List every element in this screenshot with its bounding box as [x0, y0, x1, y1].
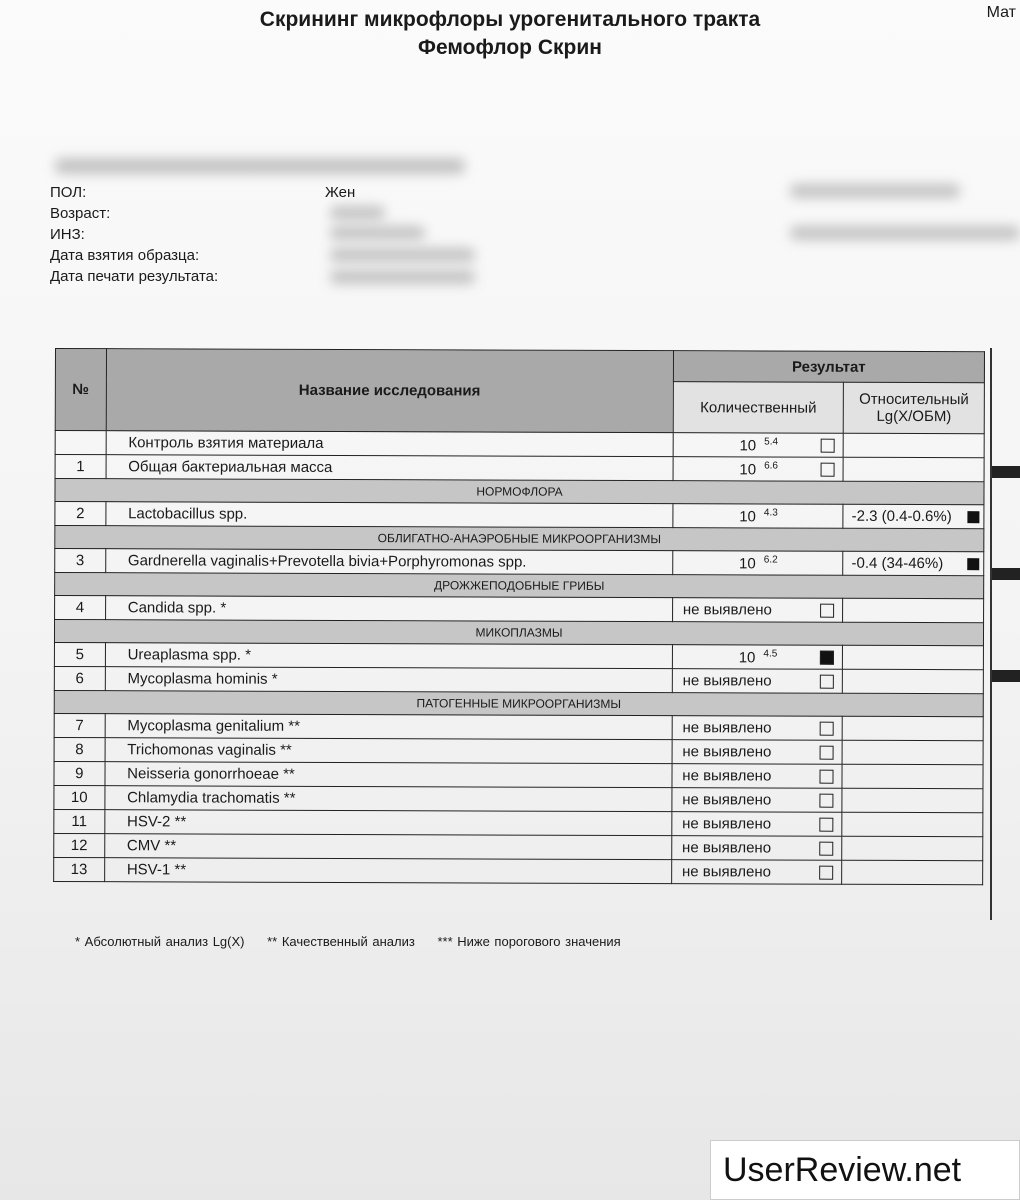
- table-row: [54, 713, 983, 740]
- section-row: [55, 526, 984, 552]
- patient-row: [50, 245, 355, 266]
- result-text: не выявлено: [682, 791, 772, 809]
- footnote-item: *** Ниже порогового значения: [437, 934, 621, 949]
- table-row: [55, 502, 984, 529]
- result-exponent: 4.3: [763, 506, 778, 519]
- result-base: 10: [739, 507, 756, 525]
- row-number: 7: [54, 713, 105, 737]
- quantitative-result: [672, 669, 843, 694]
- section-title: ОБЛИГАТНО-АНАЭРОБНЫЕ МИКРООРГАНИЗМЫ: [55, 526, 984, 552]
- relative-result: [843, 669, 984, 693]
- test-name: Trichomonas vaginalis **: [105, 738, 672, 764]
- result-text: не выявлено: [682, 672, 772, 690]
- relative-result: [842, 836, 983, 860]
- table-row: [54, 666, 983, 693]
- test-name: Chlamydia trachomatis **: [105, 786, 672, 812]
- adjacent-bar: [992, 670, 1020, 682]
- redacted-right-1: [790, 184, 960, 198]
- patient-info: [50, 182, 355, 287]
- empty-checkbox-icon: [820, 770, 834, 784]
- table-row: [55, 455, 984, 482]
- results-table: [53, 348, 985, 885]
- empty-checkbox-icon: [819, 866, 833, 880]
- row-number: 10: [54, 785, 105, 809]
- redacted-right-2: [790, 226, 1020, 240]
- table-row: [54, 785, 983, 812]
- relative-value: -0.4 (34-46%): [851, 554, 944, 573]
- patient-label: ПОЛ:: [50, 184, 87, 201]
- row-number: 12: [54, 833, 105, 857]
- section-title: ПАТОГЕННЫЕ МИКРООРГАНИЗМЫ: [54, 690, 983, 716]
- relative-result: [842, 716, 983, 740]
- empty-checkbox-icon: [820, 604, 834, 618]
- section-title: МИКОПЛАЗМЫ: [54, 620, 983, 646]
- test-name: Mycoplasma genitalium **: [105, 714, 672, 740]
- header-relative-line2: Lg(X/ОБМ): [876, 407, 952, 426]
- row-number: 5: [54, 642, 105, 666]
- empty-checkbox-icon: [821, 463, 835, 477]
- quantitative-result: [672, 836, 843, 861]
- result-base: 10: [738, 648, 756, 666]
- header-name: Название исследования: [106, 349, 673, 433]
- test-name: Контроль взятия материала: [106, 431, 673, 457]
- patient-value: Жен: [325, 184, 356, 201]
- row-number: 11: [54, 809, 105, 833]
- relative-result: [843, 551, 984, 575]
- quantitative-result: [673, 504, 844, 529]
- test-name: HSV-1 **: [104, 858, 671, 884]
- row-number: 13: [54, 857, 105, 881]
- section-row: [55, 479, 984, 505]
- redacted-name: [55, 158, 465, 174]
- result-text: не выявлено: [682, 601, 772, 619]
- relative-result: [842, 812, 983, 836]
- result-text: не выявлено: [682, 839, 772, 857]
- test-name: Gardnerella vaginalis+Prevotella bivia+Porphyromonas spp.: [105, 549, 672, 575]
- quantitative-result: [672, 812, 843, 837]
- row-number: 9: [54, 761, 105, 785]
- quantitative-result: [672, 740, 843, 765]
- filled-checkbox-icon: [820, 651, 834, 665]
- quantitative-result: [671, 860, 842, 885]
- patient-row: [50, 266, 355, 287]
- patient-label: Дата взятия образца:: [50, 247, 200, 264]
- quantitative-result: [672, 764, 843, 789]
- patient-label: Возраст:: [50, 205, 111, 222]
- quantitative-result: [673, 551, 844, 576]
- section-row: [54, 620, 983, 646]
- patient-row: [50, 224, 355, 245]
- test-name: Общая бактериальная масса: [106, 455, 673, 481]
- result-exponent: 6.2: [763, 553, 778, 566]
- title-line-1: Скрининг микрофлоры урогенитального тракта: [259, 8, 761, 31]
- test-name: Candida spp. *: [105, 596, 672, 622]
- relative-result: [843, 433, 984, 457]
- result-text: не выявлено: [682, 743, 772, 761]
- empty-checkbox-icon: [820, 794, 834, 808]
- table-row: [54, 857, 983, 884]
- test-name: Mycoplasma hominis *: [105, 667, 672, 693]
- section-title: НОРМОФЛОРА: [55, 479, 984, 505]
- result-text: не выявлено: [681, 863, 772, 881]
- relative-result: [843, 457, 984, 481]
- result-exponent: 6.6: [764, 459, 779, 472]
- patient-label: ИНЗ:: [50, 226, 85, 243]
- row-number: 6: [54, 666, 105, 690]
- row-number: 3: [55, 549, 106, 573]
- relative-value: -2.3 (0.4-0.6%): [851, 507, 952, 526]
- test-name: Lactobacillus spp.: [106, 502, 673, 528]
- filled-square-icon: [967, 511, 979, 523]
- quantitative-result: [672, 645, 843, 670]
- adjacent-page-edge: [990, 348, 1020, 920]
- relative-result: [843, 645, 984, 669]
- section-row: [55, 573, 984, 599]
- patient-label: Дата печати результата:: [50, 268, 219, 285]
- result-exponent: 4.5: [763, 647, 778, 660]
- test-name: CMV **: [104, 834, 671, 860]
- results-table-wrap: [53, 348, 985, 885]
- table-row: [54, 761, 983, 788]
- watermark: UserReview.net: [710, 1140, 1020, 1200]
- test-name: HSV-2 **: [104, 810, 671, 836]
- relative-result: [842, 740, 983, 764]
- row-number: 8: [54, 737, 105, 761]
- quantitative-result: [673, 457, 844, 482]
- footnote-item: * Абсолютный анализ Lg(X): [75, 934, 245, 949]
- header-relative: [843, 382, 984, 433]
- quantitative-result: [672, 598, 843, 623]
- table-row: [54, 809, 983, 836]
- footnotes: [75, 934, 639, 949]
- empty-checkbox-icon: [819, 842, 833, 856]
- test-name: Ureaplasma spp. *: [105, 643, 672, 669]
- result-base: 10: [739, 460, 757, 478]
- relative-result: [842, 860, 983, 884]
- relative-result: [842, 764, 983, 788]
- adjacent-bar: [992, 466, 1020, 478]
- empty-checkbox-icon: [821, 439, 835, 453]
- relative-result: [843, 598, 984, 622]
- header-result: Результат: [673, 351, 984, 383]
- table-row: [55, 431, 984, 458]
- empty-checkbox-icon: [820, 818, 834, 832]
- header-relative-line1: Относительный: [859, 390, 969, 409]
- section-title: ДРОЖЖЕПОДОБНЫЕ ГРИБЫ: [55, 573, 984, 599]
- empty-checkbox-icon: [820, 675, 834, 689]
- result-text: не выявлено: [682, 815, 772, 833]
- footnote-item: ** Качественный анализ: [267, 934, 415, 949]
- empty-checkbox-icon: [820, 722, 834, 736]
- row-number: [55, 431, 106, 455]
- result-text: не выявлено: [682, 767, 772, 785]
- quantitative-result: [673, 433, 844, 458]
- table-row: [54, 833, 983, 860]
- table-row: [55, 596, 984, 623]
- relative-result: [842, 788, 983, 812]
- header-quantitative: Количественный: [673, 382, 844, 434]
- adjacent-bar: [992, 568, 1020, 580]
- table-row: [55, 549, 984, 576]
- patient-row: [50, 203, 355, 224]
- patient-row: [50, 182, 355, 203]
- row-number: 1: [55, 455, 106, 479]
- empty-checkbox-icon: [820, 746, 834, 760]
- result-exponent: 5.4: [764, 435, 779, 448]
- filled-square-icon: [967, 558, 979, 570]
- title-line-2: Фемофлор Скрин: [418, 36, 602, 59]
- result-text: не выявлено: [682, 719, 772, 737]
- result-base: 10: [739, 436, 757, 454]
- quantitative-result: [672, 716, 843, 741]
- quantitative-result: [672, 788, 843, 813]
- relative-result: [843, 504, 984, 528]
- result-base: 10: [739, 554, 756, 572]
- test-name: Neisseria gonorrhoeae **: [105, 762, 672, 788]
- row-number: 2: [55, 502, 106, 526]
- section-row: [54, 690, 983, 716]
- report-title: [0, 8, 1020, 60]
- corner-text: Мат: [986, 4, 1016, 21]
- table-row: [54, 737, 983, 764]
- table-row: [54, 642, 983, 669]
- row-number: 4: [55, 596, 106, 620]
- header-number: №: [55, 349, 106, 431]
- results-body: [54, 431, 985, 885]
